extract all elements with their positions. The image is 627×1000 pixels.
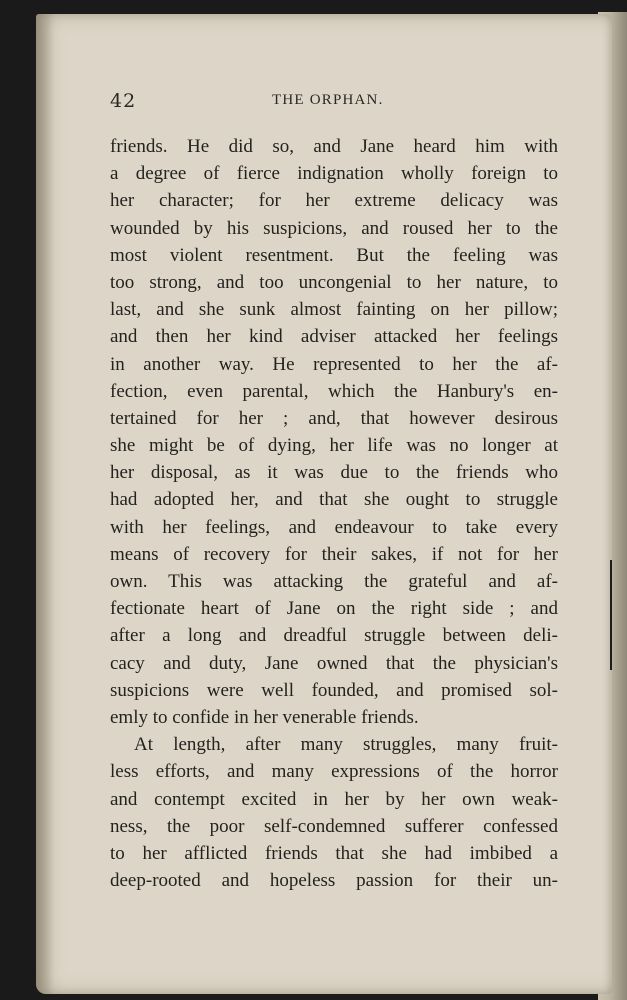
page-gutter-shadow: [610, 560, 612, 670]
text-line: had adopted her, and that she ought to struggle: [110, 489, 558, 511]
text-line: her disposal, as it was due to the friends who: [110, 462, 558, 484]
text-line: in another way. He represented to her the af-: [110, 353, 558, 375]
text-line: cacy and duty, Jane owned that the physician's: [110, 652, 558, 674]
text-line: to her afflicted friends that she had imbibed a: [110, 842, 558, 864]
page-header: [0, 90, 627, 116]
body-text: [110, 133, 558, 894]
text-line: emly to confide in her venerable friends.: [110, 706, 419, 728]
text-line: less efforts, and many expressions of the horror: [110, 761, 558, 783]
running-title: THE ORPHAN.: [272, 92, 384, 108]
text-line: At length, after many struggles, many fruit-: [134, 734, 558, 756]
text-line: last, and she sunk almost fainting on her pillow;: [110, 299, 558, 321]
text-line: tertained for her ; and, that however desirous: [110, 407, 558, 429]
text-line: wounded by his suspicions, and roused her to the: [110, 217, 558, 239]
text-line: after a long and dreadful struggle between deli-: [110, 625, 558, 647]
text-line: too strong, and too uncongenial to her nature, to: [110, 271, 558, 293]
text-line: she might be of dying, her life was no longer at: [110, 435, 558, 457]
text-line: with her feelings, and endeavour to take every: [110, 516, 558, 538]
text-line: most violent resentment. But the feeling was: [110, 244, 558, 266]
text-line: a degree of fierce indignation wholly foreign to: [110, 163, 558, 185]
text-line: means of recovery for their sakes, if not for her: [110, 543, 558, 565]
text-line: ness, the poor self-condemned sufferer confessed: [110, 815, 558, 837]
text-line: her character; for her extreme delicacy was: [110, 190, 558, 212]
text-line: own. This was attacking the grateful and af-: [110, 571, 558, 592]
text-line: friends. He did so, and Jane heard him with: [110, 136, 558, 157]
text-line: suspicions were well founded, and promised sol-: [110, 679, 558, 701]
text-line: and contempt excited in her by her own weak-: [110, 788, 558, 810]
text-line: fection, even parental, which the Hanbury's en-: [110, 380, 558, 402]
text-line: and then her kind adviser attacked her feelings: [110, 326, 558, 348]
text-line: fectionate heart of Jane on the right side ; and: [110, 598, 558, 620]
text-line: deep-rooted and hopeless passion for their un-: [110, 870, 558, 892]
page-number: 42: [110, 90, 137, 112]
